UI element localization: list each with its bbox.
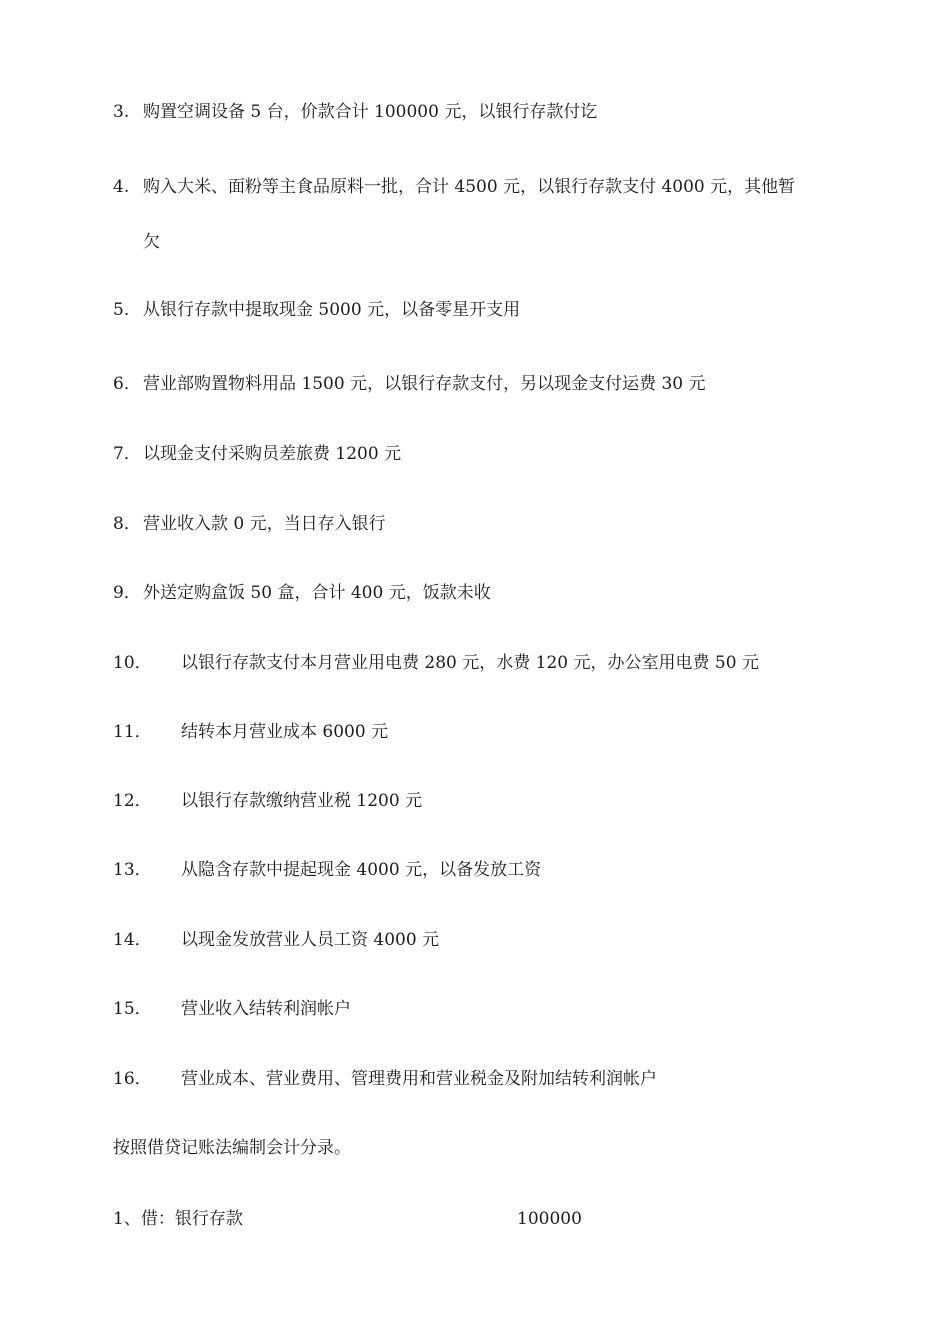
- item-number: 11．: [113, 722, 152, 742]
- item-number: 4.: [113, 177, 130, 197]
- item-4: [113, 175, 795, 199]
- journal-entry-1: [113, 1207, 713, 1231]
- item-9: [113, 581, 491, 605]
- item-text: 结转本月营业成本 6000 元: [181, 722, 389, 742]
- item-15: [113, 997, 351, 1021]
- item-16: [113, 1067, 657, 1091]
- item-text: 购置空调设备 5 台，价款合计 100000 元，以银行存款付讫: [143, 102, 598, 122]
- instruction-text: 按照借贷记账法编制会计分录。: [113, 1138, 351, 1158]
- item-text: 从隐含存款中提起现金 4000 元，以备发放工资: [181, 860, 542, 880]
- entry-amount: 100000: [517, 1209, 582, 1229]
- item-11: [113, 720, 388, 744]
- item-12: [113, 789, 422, 813]
- item-number: 7．: [113, 444, 141, 464]
- item-number: 15．: [113, 999, 152, 1019]
- item-13: [113, 858, 541, 882]
- item-number: 5.: [113, 300, 130, 320]
- item-text: 以现金发放营业人员工资 4000 元: [181, 930, 440, 950]
- item-text: 以现金支付采购员差旅费 1200 元: [143, 444, 402, 464]
- item-3: [113, 100, 597, 124]
- item-8: [113, 512, 386, 536]
- item-number: 10．: [113, 653, 152, 673]
- entry-label: 1、借：银行存款: [113, 1209, 243, 1229]
- item-text: 营业收入款 0 元，当日存入银行: [143, 514, 386, 534]
- item-text: 从银行存款中提取现金 5000 元，以备零星开支用: [143, 300, 521, 320]
- item-number: 14．: [113, 930, 152, 950]
- item-text: 营业成本、营业费用、管理费用和营业税金及附加结转利润帐户: [181, 1069, 657, 1089]
- item-text: 营业收入结转利润帐户: [181, 999, 351, 1019]
- item-6: [113, 372, 706, 396]
- item-text: 营业部购置物料用品 1500 元，以银行存款支付，另以现金支付运费 30 元: [143, 374, 706, 394]
- item-number: 13．: [113, 860, 152, 880]
- item-text: 外送定购盒饭 50 盒，合计 400 元，饭款未收: [143, 583, 491, 603]
- item-14: [113, 928, 439, 952]
- item-number: 3.: [113, 102, 130, 122]
- item-text: 购入大米、面粉等主食品原料一批，合计 4500 元，以银行存款支付 4000 元，其他暂: [143, 177, 796, 197]
- item-number: 12．: [113, 791, 152, 811]
- item-number: 9．: [113, 583, 141, 603]
- item-number: 16．: [113, 1069, 152, 1089]
- item-10: [113, 651, 759, 675]
- item-7: [113, 442, 401, 466]
- item-text: 以银行存款缴纳营业税 1200 元: [181, 791, 423, 811]
- item-number: 8．: [113, 514, 141, 534]
- item-5: [113, 298, 520, 322]
- item-text: 以银行存款支付本月营业用电费 280 元，水费 120 元，办公室用电费 50 元: [181, 653, 759, 673]
- item-4-continuation: 欠: [143, 232, 160, 252]
- item-number: 6．: [113, 374, 141, 394]
